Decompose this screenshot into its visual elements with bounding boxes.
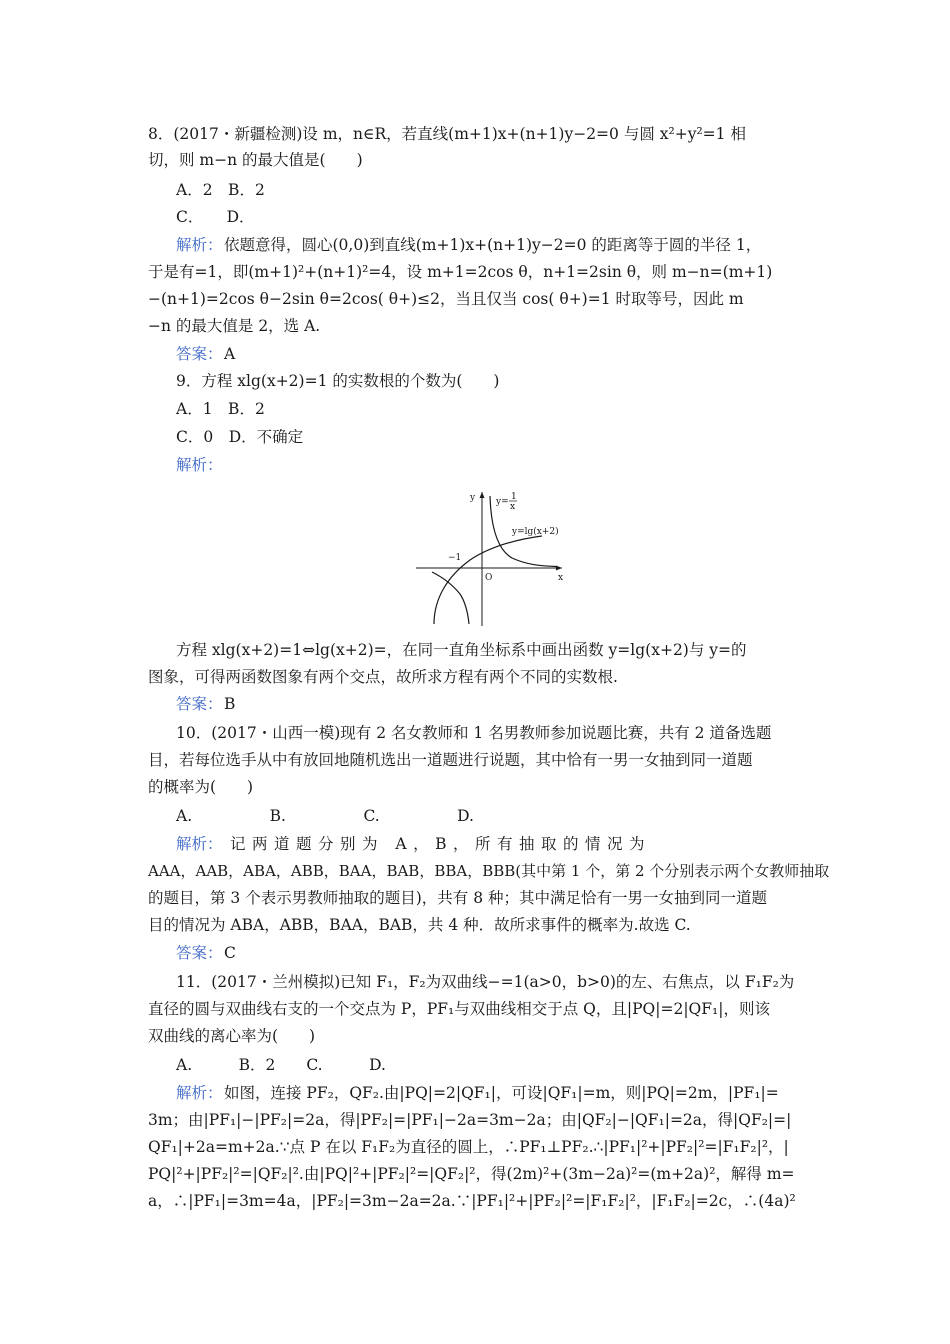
q9-stem: 9．方程 xlg(x+2)=1 的实数根的个数为( ) <box>176 372 500 390</box>
q9-solution-line-2: 图象，可得两函数图象有两个交点，故所求方程有两个不同的实数根. <box>148 668 618 686</box>
q10-solution-line-1: 解析： 记两道题分别为 A，B，所有抽取的情况为 <box>0 832 950 856</box>
q8-stem-line-2: 切，则 m−n 的最大值是( ) <box>148 151 363 169</box>
q8-stem-line-1: 8．(2017・新疆检测)设 m，n∈R，若直线(m+1)x+(n+1)y−2=0 与圆 x²+y²=1 相 <box>148 125 746 143</box>
q8-options-cd: C． D． <box>176 208 255 226</box>
q8-solution-line-3: −(n+1)=2cos θ−2sin θ=2cos( θ+)≤2，当且仅当 cos( θ+)=1 时取等号，因此 m <box>148 290 744 308</box>
q9-answer: 答案： B <box>0 692 950 716</box>
q8-options-ab: A．2 B．2 <box>176 181 265 199</box>
answer-label: 答案： <box>176 345 223 363</box>
q11-solution-line-2: 3m；由|PF₁|−|PF₂|=2a，得|PF₂|=|PF₁|−2a=3m−2a；由|QF₂|−|QF₁|=2a，得|QF₂|=| <box>148 1111 792 1129</box>
graph-svg <box>412 488 572 628</box>
origin-label: O <box>485 573 493 583</box>
x-axis-arrow <box>556 566 562 571</box>
q8-answer: 答案： A <box>0 342 950 366</box>
q11-stem-line-2: 直径的圆与双曲线右支的一个交点为 P，PF₁与双曲线相交于点 Q，且|PQ|=2|QF₁|，则该 <box>148 1000 770 1018</box>
y-axis-arrow <box>480 492 485 498</box>
neg-one-label: −1 <box>448 553 462 563</box>
q9-options-ab: A．1 B．2 <box>176 400 265 418</box>
x-axis-label: x <box>558 573 564 583</box>
hyperbola-label-numerator: 1 <box>511 492 517 502</box>
q10-answer: 答案： C <box>0 941 950 965</box>
q10-options: A. B. C. D. <box>176 807 474 825</box>
log-label: y=lg(x+2) <box>512 527 559 537</box>
q9-solution-line-1: 方程 xlg(x+2)=1⇔lg(x+2)=，在同一直角坐标系中画出函数 y=lg(x+2)与 y=的 <box>176 641 747 659</box>
q11-solution-line-4: PQ|²+|PF₂|²=|QF₂|².由|PQ|²+|PF₂|²=|QF₂|²，得(2m)²+(3m−2a)²=(m+2a)²，解得 m= <box>148 1165 795 1183</box>
answer-label: 答案： <box>176 695 223 713</box>
q10-stem-line-1: 10．(2017・山西一模)现有 2 名女教师和 1 名男教师参加说题比赛，共有 2 道备选题 <box>176 724 772 742</box>
hyperbola-left-branch <box>432 572 469 624</box>
q10-stem-line-3: 的概率为( ) <box>148 778 254 796</box>
solution-label: 解析： <box>176 1084 223 1102</box>
hyperbola-label: y= <box>496 497 509 507</box>
answer-label: 答案： <box>176 944 223 962</box>
q8-solution-line-4: −n 的最大值是 2，选 A. <box>148 317 321 335</box>
hyperbola-label-denominator: x <box>510 502 516 512</box>
solution-label: 解析： <box>176 456 223 474</box>
q10-solution-line-3: 的题目，第 3 个表示男教师抽取的题目)，共有 8 种；其中满足恰有一男一女抽到同一道题 <box>148 889 767 907</box>
q11-solution-line-5: a，∴|PF₁|=3m=4a，|PF₂|=3m−2a=2a.∵|PF₁|²+|PF₂|²=|F₁F₂|²，|F₁F₂|=2c，∴(4a)² <box>148 1192 796 1210</box>
q11-solution-line-3: QF₁|+2a=m+2a.∵点 P 在以 F₁F₂为直径的圆上，∴PF₁⊥PF₂.∴|PF₁|²+|PF₂|²=|F₁F₂|²，| <box>148 1138 789 1156</box>
q10-solution-line-2: AAA，AAB，ABA，ABB，BAA，BAB，BBA，BBB(其中第 1 个，第 2 个分别表示两个女教师抽取 <box>148 862 830 880</box>
solution-label: 解析： <box>176 236 223 254</box>
q11-stem-line-3: 双曲线的离心率为( ) <box>148 1027 316 1045</box>
q11-solution-line-1: 解析： 如图，连接 PF₂，QF₂.由|PQ|=2|QF₁|，可设|QF₁|=m，则|PQ|=2m，|PF₁|= <box>0 1081 950 1105</box>
q9-solution-label <box>0 453 950 477</box>
q11-stem-line-1: 11．(2017・兰州模拟)已知 F₁，F₂为双曲线−=1(a>0，b>0)的左、右焦点，以 F₁F₂为 <box>176 973 795 991</box>
q8-solution-line-1: 解析： 依题意得，圆心(0,0)到直线(m+1)x+(n+1)y−2=0 的距离等于圆的半径 1， <box>0 233 950 257</box>
function-graph-figure <box>412 488 572 628</box>
q10-solution-line-4: 目的情况为 ABA，ABB，BAA，BAB，共 4 种．故所求事件的概率为.故选 C. <box>148 916 691 934</box>
y-axis-label: y <box>470 493 476 503</box>
q11-options: A. B．2 C. D. <box>176 1056 386 1074</box>
q8-solution-line-2: 于是有=1，即(m+1)²+(n+1)²=4，设 m+1=2cos θ，n+1=2sin θ，则 m−n=(m+1) <box>148 263 773 281</box>
q9-options-cd: C．0 D．不确定 <box>176 428 304 446</box>
solution-label: 解析： <box>176 835 223 853</box>
q10-stem-line-2: 目，若每位选手从中有放回地随机选出一道题进行说题，其中恰有一男一女抽到同一道题 <box>148 751 753 769</box>
